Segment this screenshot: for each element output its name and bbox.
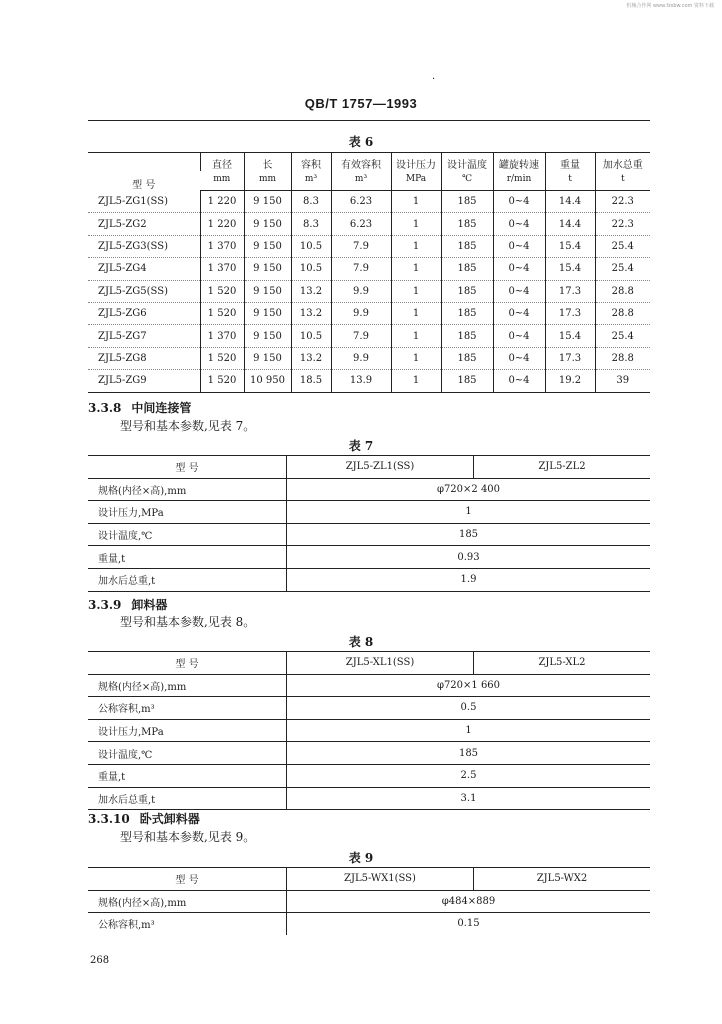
- value-cell: 8.3: [291, 213, 331, 235]
- param-value-cell: 0.15: [457, 918, 480, 930]
- table8: [88, 651, 650, 810]
- value-cell: 13.9: [331, 370, 391, 392]
- param-label-cell: 规格(内径×高),mm: [88, 478, 287, 501]
- param-value-cell: 2.5: [287, 764, 651, 787]
- model-cell: ZJL5-ZG1(SS): [88, 191, 200, 213]
- param-label-cell: 设计压力,MPa: [88, 719, 287, 742]
- table-header-row: [88, 652, 650, 675]
- value-cell: 1 520: [200, 347, 244, 369]
- section-number: 3.3.10: [88, 812, 130, 826]
- table-row: [88, 697, 650, 720]
- table-row: [88, 719, 650, 742]
- value-cell: 22.3: [595, 213, 650, 235]
- value-cell: 13.2: [291, 302, 331, 324]
- value-cell: 185: [441, 347, 493, 369]
- table-row: [88, 370, 650, 392]
- table9-caption: 表 9: [348, 851, 374, 865]
- table8-caption: 表 8: [348, 635, 374, 649]
- value-cell: 10.5: [291, 325, 331, 347]
- value-cell: 25.4: [595, 235, 650, 257]
- value-cell: 14.4: [545, 213, 595, 235]
- page-number: 268: [90, 955, 110, 966]
- value-cell: 185: [441, 302, 493, 324]
- value-cell: 8.3: [291, 191, 331, 213]
- value-cell: 1 370: [200, 258, 244, 280]
- model-name-cell: ZJL5-WX2: [474, 868, 651, 891]
- value-cell: 17.3: [545, 347, 595, 369]
- table6-header-cell: 长: [244, 153, 291, 172]
- param-label-cell: 设计压力,MPa: [88, 501, 287, 524]
- table-row: [88, 213, 650, 235]
- param-label-cell: 规格(内径×高),mm: [88, 890, 287, 913]
- table-row: [88, 501, 650, 524]
- value-cell: 6.23: [331, 213, 391, 235]
- value-cell: 0~4: [493, 280, 545, 302]
- table6-unit-cell: mm: [244, 171, 291, 191]
- value-cell: 19.2: [545, 370, 595, 392]
- param-label-cell: 设计温度,℃: [88, 742, 287, 765]
- table-row: [88, 280, 650, 302]
- table6-unit-cell: ℃: [441, 171, 493, 191]
- section-number: 3.3.9: [88, 598, 122, 612]
- param-value-cell: 1.9: [460, 574, 477, 586]
- param-label-cell: 重量,t: [88, 764, 287, 787]
- value-cell: 185: [441, 370, 493, 392]
- table6-header-cell: 直径: [200, 153, 244, 172]
- value-cell: 13.2: [291, 280, 331, 302]
- param-label-cell: 重量,t: [88, 546, 287, 569]
- value-cell: 9 150: [244, 258, 291, 280]
- param-value-cell: 185: [287, 523, 651, 546]
- param-label-cell: 公称容积,m³: [88, 697, 287, 720]
- value-cell: 28.8: [595, 347, 650, 369]
- table-row: [88, 325, 650, 347]
- param-label-cell: 加水后总重,t: [88, 568, 287, 591]
- value-cell: 1 220: [200, 191, 244, 213]
- table-row: [88, 913, 650, 935]
- model-cell: ZJL5-ZG6: [88, 302, 200, 324]
- param-value-cell: φ484×889: [287, 890, 651, 913]
- value-cell: 185: [441, 258, 493, 280]
- model-name-cell: ZJL5-ZL1(SS): [287, 456, 474, 479]
- table-row: [88, 258, 650, 280]
- table6-header-cell: 设计压力: [391, 153, 441, 172]
- section-3-3-8-heading: [88, 399, 191, 416]
- section-3-3-9-heading: [88, 596, 167, 613]
- section-title: 中间连接管: [131, 401, 192, 415]
- param-value-cell: 0.5: [287, 697, 651, 720]
- value-cell: 15.4: [545, 258, 595, 280]
- table-row: [88, 478, 650, 501]
- table-row: [88, 568, 650, 591]
- value-cell: 15.4: [545, 235, 595, 257]
- watermark-text: 机械合作网 www.fzsbw.com 资料下载: [626, 3, 714, 9]
- value-cell: 185: [441, 235, 493, 257]
- table9: [88, 867, 650, 935]
- table6-header-cell: 罐旋转速: [493, 153, 545, 172]
- value-cell: 185: [441, 191, 493, 213]
- model-cell: ZJL5-ZG5(SS): [88, 280, 200, 302]
- section-3-3-8-desc: 型号和基本参数,见表 7。: [120, 419, 256, 433]
- value-cell: 18.5: [291, 370, 331, 392]
- section-3-3-10-desc: 型号和基本参数,见表 9。: [120, 830, 256, 844]
- value-cell: 0~4: [493, 370, 545, 392]
- value-cell: 1: [391, 370, 441, 392]
- value-cell: 28.8: [595, 280, 650, 302]
- table6-unit-cell: t: [545, 171, 595, 191]
- table-header-row: [88, 456, 650, 479]
- value-cell: 0~4: [493, 302, 545, 324]
- value-cell: 9.9: [331, 347, 391, 369]
- value-cell: 0~4: [493, 235, 545, 257]
- model-cell: ZJL5-ZG2: [88, 213, 200, 235]
- param-label-cell: 公称容积,m³: [88, 913, 287, 935]
- value-cell: 1 520: [200, 302, 244, 324]
- value-cell: 17.3: [545, 280, 595, 302]
- section-3-3-10-heading: [88, 810, 200, 827]
- model-label-cell: 型 号: [88, 652, 287, 675]
- value-cell: 10.5: [291, 235, 331, 257]
- value-cell: 9 150: [244, 347, 291, 369]
- model-name-cell: ZJL5-XL2: [474, 652, 651, 675]
- model-cell: ZJL5-ZG4: [88, 258, 200, 280]
- value-cell: 9 150: [244, 191, 291, 213]
- table-row: [88, 787, 650, 810]
- model-cell: ZJL5-ZG8: [88, 347, 200, 369]
- table-row: [88, 523, 650, 546]
- value-cell: 9 150: [244, 325, 291, 347]
- section-number: 3.3.8: [88, 401, 122, 415]
- value-cell: 10.5: [291, 258, 331, 280]
- param-label-cell: 加水后总重,t: [88, 787, 287, 810]
- value-cell: 25.4: [595, 325, 650, 347]
- param-value-cell: 0.93: [287, 546, 651, 569]
- value-cell: 22.3: [595, 191, 650, 213]
- value-cell: 9 150: [244, 213, 291, 235]
- value-cell: 10 950: [244, 370, 291, 392]
- param-value-cell: 185: [287, 742, 651, 765]
- table-row: [88, 191, 650, 213]
- value-cell: 185: [441, 280, 493, 302]
- param-value-cell: 3.1: [460, 792, 477, 804]
- value-cell: 25.4: [595, 258, 650, 280]
- table-row: [88, 890, 650, 913]
- param-label-cell: 设计温度,℃: [88, 523, 287, 546]
- table6-caption: 表 6: [348, 135, 374, 149]
- value-cell: 1: [391, 213, 441, 235]
- value-cell: 1: [391, 191, 441, 213]
- stray-dot: ·: [432, 74, 436, 85]
- value-cell: 6.23: [331, 191, 391, 213]
- model-name-cell: ZJL5-ZL2: [474, 456, 651, 479]
- table6-header-cell: 型 号: [132, 179, 156, 191]
- value-cell: 0~4: [493, 258, 545, 280]
- param-label-cell: 规格(内径×高),mm: [88, 674, 287, 697]
- param-value-cell: φ720×1 660: [287, 674, 651, 697]
- value-cell: 17.3: [545, 302, 595, 324]
- section-3-3-9-desc: 型号和基本参数,见表 8。: [120, 615, 256, 629]
- value-cell: 1: [391, 258, 441, 280]
- value-cell: 1 520: [200, 280, 244, 302]
- value-cell: 9.9: [331, 280, 391, 302]
- value-cell: 1 520: [200, 370, 244, 392]
- table7: [88, 455, 650, 592]
- value-cell: 39: [595, 370, 650, 392]
- value-cell: 185: [441, 325, 493, 347]
- table-header-row: [88, 868, 650, 891]
- value-cell: 1: [391, 325, 441, 347]
- value-cell: 9 150: [244, 302, 291, 324]
- value-cell: 7.9: [331, 235, 391, 257]
- param-value-cell: φ720×2 400: [287, 478, 651, 501]
- table-row: [88, 742, 650, 765]
- value-cell: 0~4: [493, 325, 545, 347]
- section-title: 卸料器: [131, 598, 168, 612]
- model-cell: ZJL5-ZG3(SS): [88, 235, 200, 257]
- table6-unit-cell: m³: [331, 171, 391, 191]
- value-cell: 1 370: [200, 235, 244, 257]
- table6-header-cell: 重量: [545, 153, 595, 172]
- table-row: [88, 546, 650, 569]
- model-cell: ZJL5-ZG9: [88, 370, 200, 392]
- value-cell: 0~4: [493, 191, 545, 213]
- table6: [88, 152, 650, 393]
- value-cell: 1: [391, 280, 441, 302]
- param-value-cell: 1: [287, 501, 651, 524]
- section-title: 卧式卸料器: [139, 812, 200, 826]
- table6-unit-cell: MPa: [391, 171, 441, 191]
- value-cell: 1 220: [200, 213, 244, 235]
- table-row: [88, 764, 650, 787]
- value-cell: 1 370: [200, 325, 244, 347]
- table6-header-cell: 有效容积: [331, 153, 391, 172]
- model-label-cell: 型 号: [88, 456, 287, 479]
- standard-number-header: QB/T 1757—1993: [304, 96, 418, 111]
- table6-header-cell: 加水总重: [595, 153, 650, 172]
- value-cell: 28.8: [595, 302, 650, 324]
- value-cell: 15.4: [545, 325, 595, 347]
- table-row: [88, 347, 650, 369]
- table6-unit-cell: r/min: [493, 171, 545, 191]
- table6-header-cell: 设计温度: [441, 153, 493, 172]
- table6-header-row: [88, 153, 650, 172]
- param-value-cell: 1: [287, 719, 651, 742]
- table6-unit-cell: m³: [291, 171, 331, 191]
- value-cell: 1: [391, 235, 441, 257]
- value-cell: 7.9: [331, 325, 391, 347]
- table-row: [88, 302, 650, 324]
- value-cell: 9 150: [244, 235, 291, 257]
- model-name-cell: ZJL5-WX1(SS): [287, 868, 474, 891]
- value-cell: 9 150: [244, 280, 291, 302]
- value-cell: 14.4: [545, 191, 595, 213]
- table-row: [88, 235, 650, 257]
- value-cell: 1: [391, 302, 441, 324]
- model-name-cell: ZJL5-XL1(SS): [287, 652, 474, 675]
- header-rule: [88, 120, 650, 121]
- value-cell: 0~4: [493, 347, 545, 369]
- table7-caption: 表 7: [348, 439, 374, 453]
- model-cell: ZJL5-ZG7: [88, 325, 200, 347]
- table-row: [88, 674, 650, 697]
- value-cell: 9.9: [331, 302, 391, 324]
- table6-unit-cell: mm: [200, 171, 244, 191]
- table6-header-cell: 容积: [291, 153, 331, 172]
- value-cell: 1: [391, 347, 441, 369]
- model-label-cell: 型 号: [88, 868, 287, 891]
- value-cell: 185: [441, 213, 493, 235]
- value-cell: 7.9: [331, 258, 391, 280]
- value-cell: 0~4: [493, 213, 545, 235]
- value-cell: 13.2: [291, 347, 331, 369]
- table6-unit-cell: t: [595, 171, 650, 191]
